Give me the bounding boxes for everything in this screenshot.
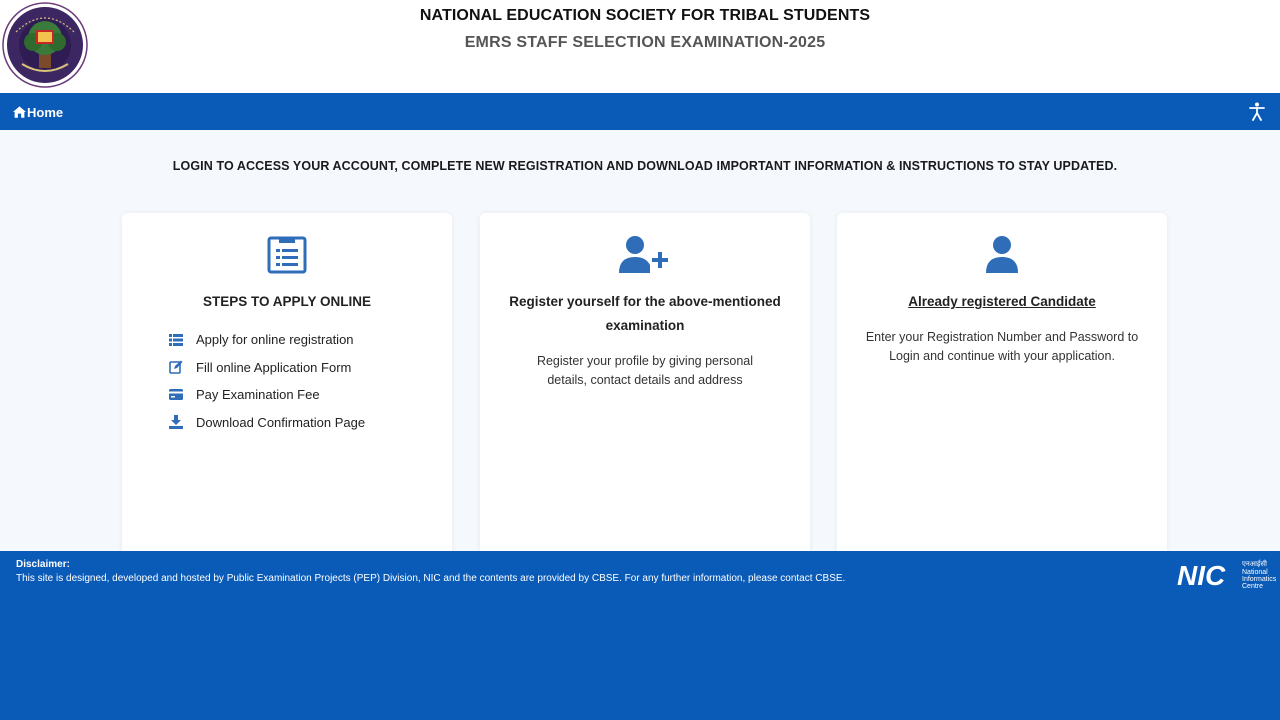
steps-card-title: STEPS TO APPLY ONLINE [202, 294, 372, 309]
footer [0, 551, 1280, 720]
nic-logo-mark: NIC [1177, 560, 1226, 590]
step-label: Apply for online registration [196, 332, 354, 348]
steps-card [122, 213, 452, 558]
header [0, 0, 1280, 93]
user-icon [985, 235, 1019, 275]
steps-list [168, 326, 365, 436]
accessibility-icon[interactable] [1248, 102, 1266, 121]
step-item-registration [168, 326, 365, 354]
login-card-description: Enter your Registration Number and Password to Login and continue with your application. [865, 330, 1139, 363]
disclaimer-text: This site is designed, developed and hosted by Public Examination Projects (PEP) Division, NIC and the contents are provided by CBSE. For any further information, please contact CBSE. [16, 573, 846, 584]
step-item-application-form [168, 354, 365, 382]
nic-logo-line1: National [1242, 569, 1268, 576]
page-title: NATIONAL EDUCATION SOCIETY FOR TRIBAL STUDENTS [419, 7, 871, 24]
step-item-pay-fee [168, 381, 365, 409]
nic-logo-hindi: एनआईसी [1242, 560, 1267, 568]
navbar [0, 93, 1280, 130]
list-icon [168, 332, 184, 348]
credit-card-icon [168, 387, 184, 403]
step-label: Pay Examination Fee [196, 387, 320, 403]
home-icon [13, 106, 26, 118]
nic-logo-line3: Centre [1242, 583, 1264, 590]
nav-home-label: Home [27, 104, 64, 120]
login-card-title-link[interactable]: Already registered Candidate [908, 294, 1096, 309]
nic-logo-line2: Informatics [1242, 576, 1277, 583]
edit-icon [168, 359, 184, 375]
nic-logo [1176, 558, 1280, 590]
step-label: Download Confirmation Page [196, 414, 366, 430]
application-form-icon [267, 235, 307, 275]
download-icon [168, 414, 184, 430]
register-card-title[interactable]: Register yourself for the above-mentioned examination [509, 294, 781, 333]
nav-home-link[interactable] [13, 103, 63, 121]
step-item-download [168, 409, 365, 437]
register-card-description: Register your profile by giving personal details, contact details and address [536, 354, 754, 387]
step-label: Fill online Application Form [196, 359, 352, 375]
info-headline: LOGIN TO ACCESS YOUR ACCOUNT, COMPLETE NEW REGISTRATION AND DOWNLOAD IMPORTANT INFORMATION & INSTRUCTIONS TO STAY UPDATED. [172, 159, 1118, 173]
page-subtitle: EMRS STAFF SELECTION EXAMINATION-2025 [464, 34, 826, 51]
disclaimer-title: Disclaimer: [16, 559, 70, 570]
add-user-icon [618, 235, 670, 275]
register-card[interactable] [480, 213, 810, 558]
login-card[interactable] [837, 213, 1167, 558]
